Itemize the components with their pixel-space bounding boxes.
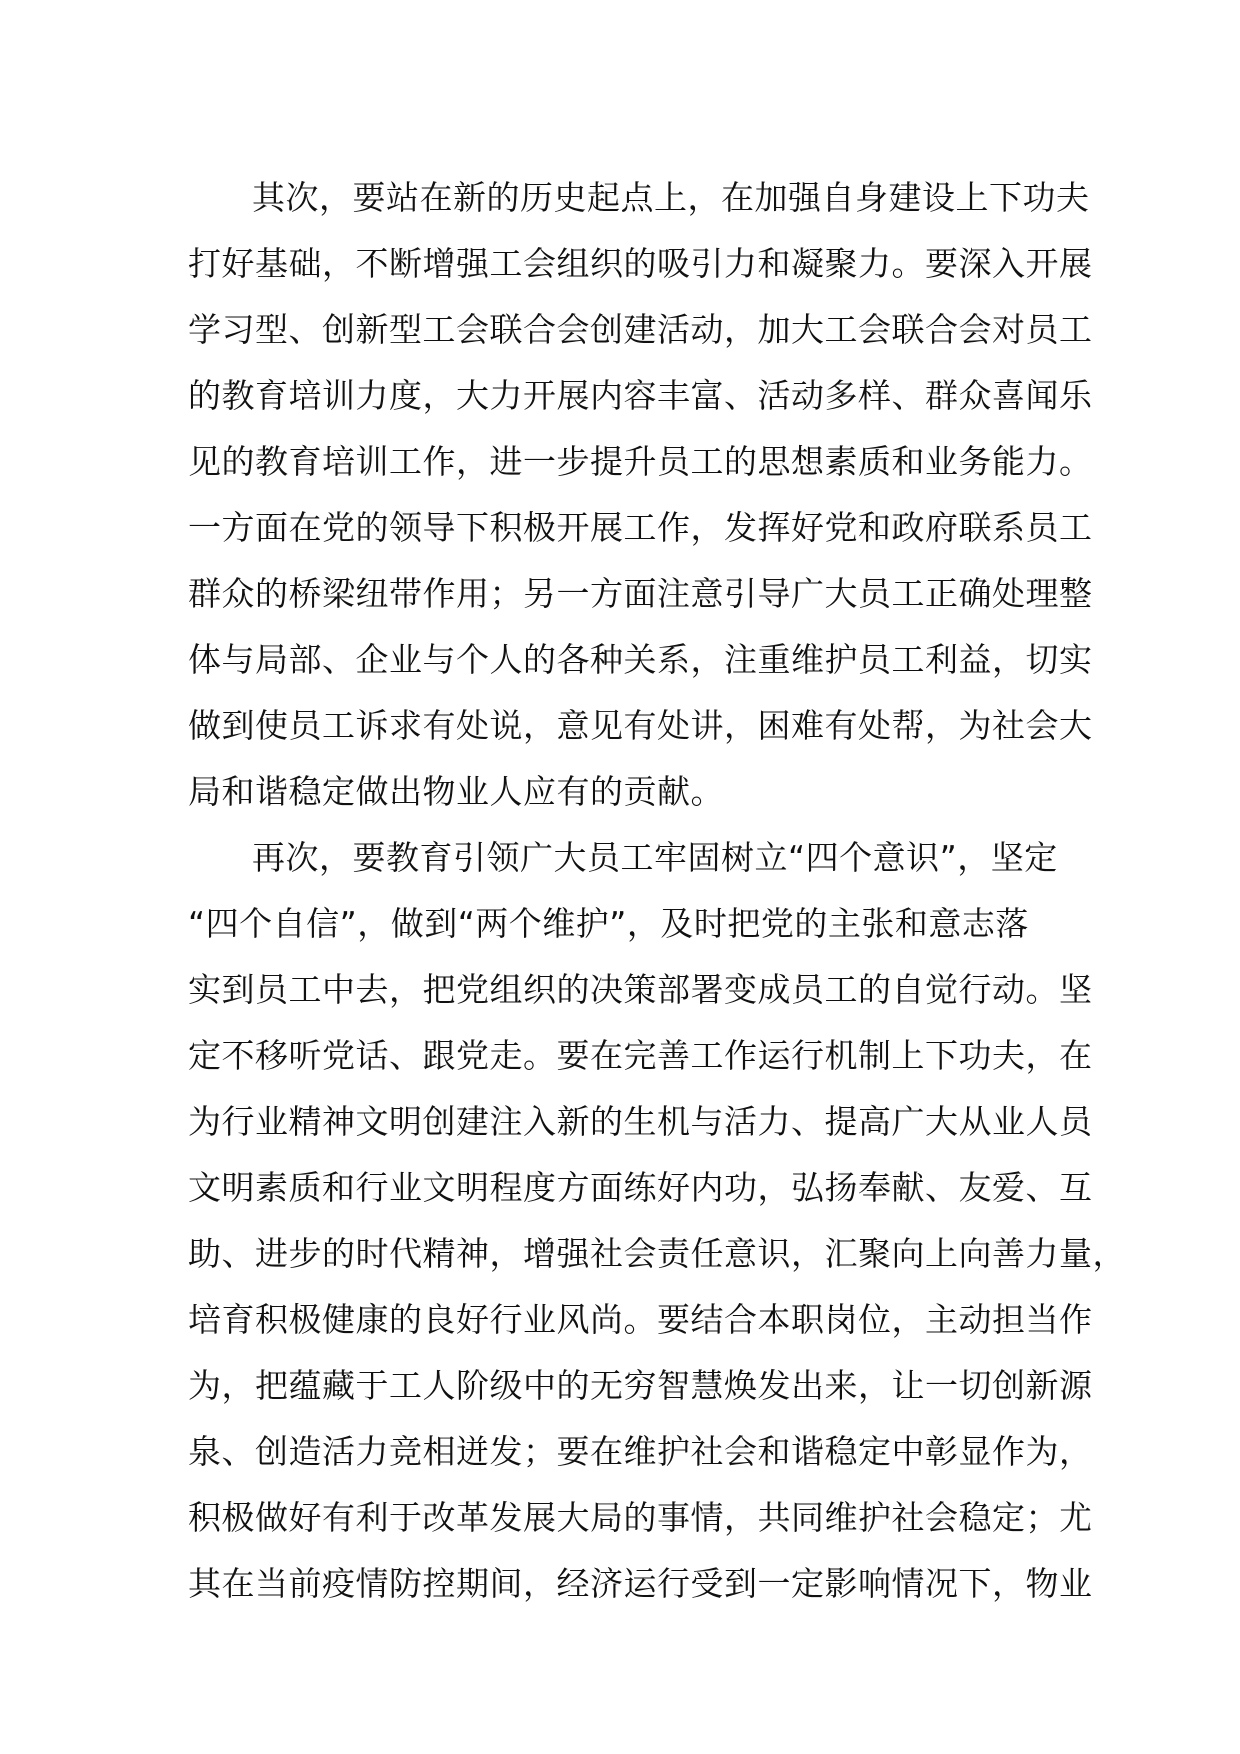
text-line: 其在当前疫情防控期间，经济运行受到一定影响情况下，物业 xyxy=(188,1564,1093,1603)
text-line: 打好基础，不断增强工会组织的吸引力和凝聚力。要深入开展 xyxy=(188,244,1093,283)
paragraph-1 xyxy=(188,165,1093,825)
text-line: 文明素质和行业文明程度方面练好内功，弘扬奉献、友爱、互 xyxy=(188,1168,1093,1207)
text-line: 局和谐稳定做出物业人应有的贡献。 xyxy=(188,772,724,811)
text-line: 实到员工中去，把党组织的决策部署变成员工的自觉行动。坚 xyxy=(188,970,1093,1009)
text-line: 泉、创造活力竞相迸发；要在维护社会和谐稳定中彰显作为， xyxy=(188,1432,1093,1471)
text-line: 其次，要站在新的历史起点上，在加强自身建设上下功夫 xyxy=(252,178,1090,217)
text-line: 积极做好有利于改革发展大局的事情，共同维护社会稳定；尤 xyxy=(188,1498,1093,1537)
text-line: “四个自信”，做到“两个维护”，及时把党的主张和意志落 xyxy=(188,904,1029,943)
text-line: 学习型、创新型工会联合会创建活动，加大工会联合会对员工 xyxy=(188,310,1093,349)
paragraph-2 xyxy=(188,825,1126,1617)
text-line: 为行业精神文明创建注入新的生机与活力、提高广大从业人员 xyxy=(188,1102,1093,1141)
text-line: 的教育培训力度，大力开展内容丰富、活动多样、群众喜闻乐 xyxy=(188,376,1093,415)
text-line: 群众的桥梁纽带作用；另一方面注意引导广大员工正确处理整 xyxy=(188,574,1093,613)
text-line: 培育积极健康的良好行业风尚。要结合本职岗位，主动担当作 xyxy=(188,1300,1093,1339)
text-line: 一方面在党的领导下积极开展工作，发挥好党和政府联系员工 xyxy=(188,508,1093,547)
body-text xyxy=(188,165,1126,1617)
text-line: 为，把蕴藏于工人阶级中的无穷智慧焕发出来，让一切创新源 xyxy=(188,1366,1093,1405)
text-line: 体与局部、企业与个人的各种关系，注重维护员工利益，切实 xyxy=(188,640,1093,679)
text-line: 定不移听党话、跟党走。要在完善工作运行机制上下功夫，在 xyxy=(188,1036,1093,1075)
text-line: 助、进步的时代精神，增强社会责任意识，汇聚向上向善力量， xyxy=(188,1234,1126,1273)
text-line: 见的教育培训工作，进一步提升员工的思想素质和业务能力。 xyxy=(188,442,1093,481)
text-line: 再次，要教育引领广大员工牢固树立“四个意识”，坚定 xyxy=(252,838,1058,877)
text-line: 做到使员工诉求有处说，意见有处讲，困难有处帮，为社会大 xyxy=(188,706,1093,745)
